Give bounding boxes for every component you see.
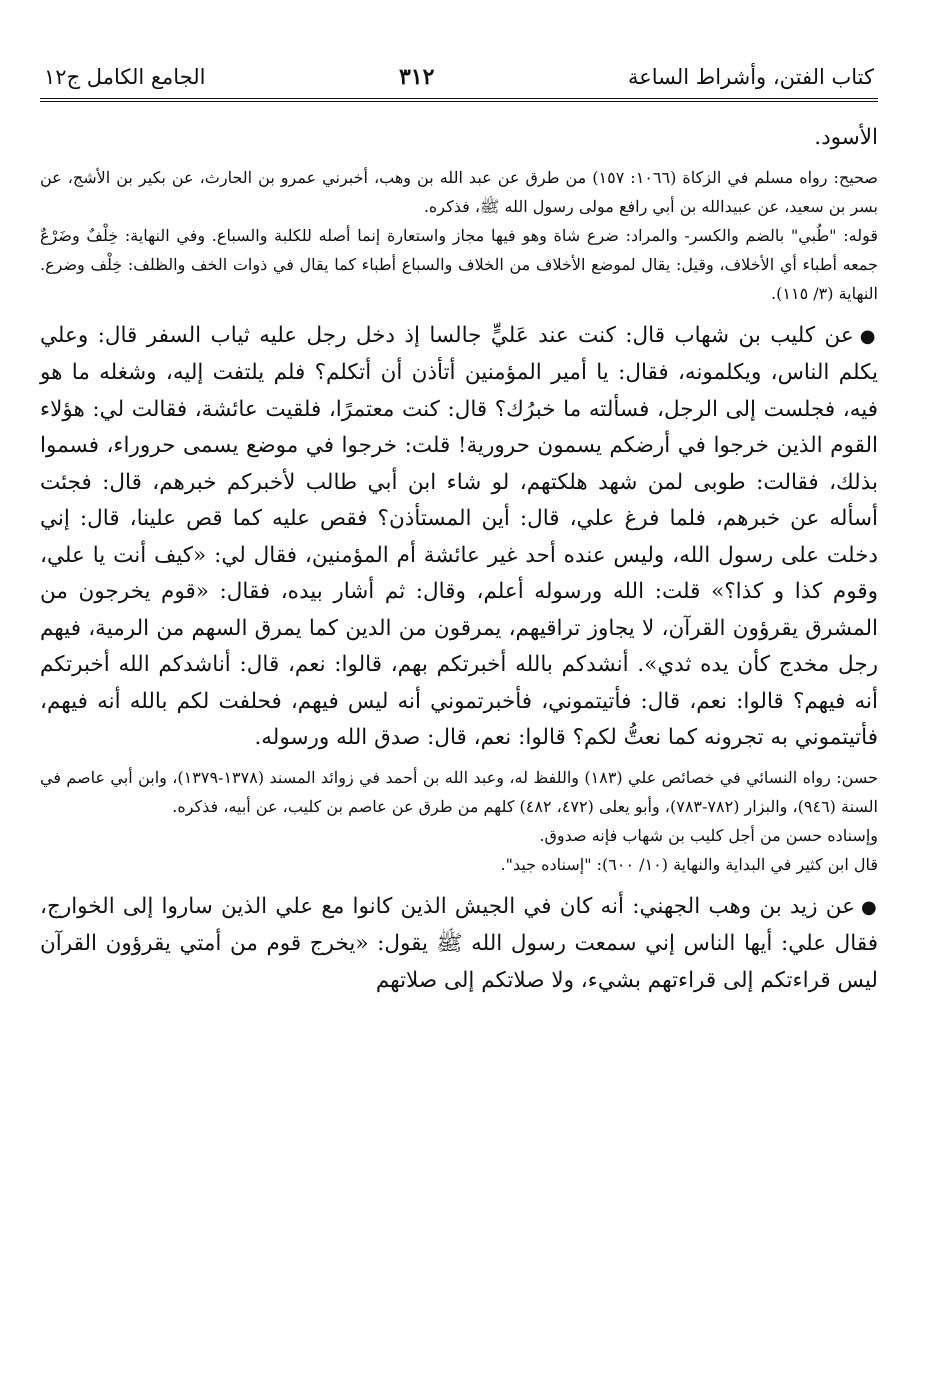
footnote-paragraph: قوله: "طُبي" بالضم والكسر- والمراد: ضرع شاة وهو فيها مجاز واستعارة إنما أصله للكلبة والسباع. وفي النهاية: خِلْفٌ وضَرْعٌ جمعه أطباء أي الأخلاف، وقيل: يقال لموضع الأخلاف من الخلاف والسباع أطباء كما يقال في ذوات الخف والظلف: خِلْف وضرع. النهاية (٣/ ١١٥). (40, 225, 879, 303)
page-number: ٣١٢ (398, 64, 435, 90)
footnote-paragraph: قال ابن كثير في البداية والنهاية (١٠/ ٦٠٠): "إسناده جيد". (500, 854, 878, 874)
page-body (40, 120, 878, 999)
running-header (40, 60, 878, 94)
header-rule (40, 98, 878, 102)
hadith-paragraph (40, 889, 878, 1000)
footnote-block (40, 163, 878, 308)
bullet-icon: ● (859, 325, 878, 347)
footnote-paragraph: حسن: رواه النسائي في خصائص علي (١٨٣) واللفظ له، وعبد الله بن أحمد في زوائد المسند (١٣٧٨-١٣٧٩)، وابن أبي عاصم في السنة (٩٤٦)، والبزار (٧٨٢-٧٨٣)، وأبو يعلى (٤٧٢، ٤٨٢) كلهم من طرق عن عاصم بن كليب، عن أبيه، فذكره. (40, 767, 879, 816)
hadith-paragraph (40, 318, 878, 757)
hadith-text: عن كليب بن شهاب قال: كنت عند عَليٍّ جالسا إذ دخل رجل عليه ثياب السفر قال: وعلي يكلم الناس، ويكلمونه، فقال: يا أمير المؤمنين أتأذن أن أتكلم؟ فلم يلتفت إليه، وشغله ما هو فيه، فجلست إلى الرجل، فسألته ما خبرُك؟ قال: كنت معتمرًا، فلقيت عائشة، فقالت لي: هؤلاء القوم الذين خرجوا في أرضكم يسمون حرورية! قلت: خرجوا في موضع يسمى حروراء، فسموا بذلك، فقالت: طوبى لمن شهد هلكتهم، لو شاء ابن أبي طالب لأخبركم خبرهم، قال: فجئت أسأله عن خبرهم، فلما فرغ علي، قال: أين المستأذن؟ فقص عليه كما قص علينا، قال: إني دخلت على رسول الله، وليس عنده أحد غير عائشة أم المؤمنين، فقال لي: «كيف أنت يا علي، وقوم كذا و كذا؟» قلت: الله ورسوله أعلم، وقال: ثم أشار بيده، فقال: «قوم يخرجون من المشرق يقرؤون القرآن، لا يجاوز تراقيهم، يمرقون من الدين كما يمرق السهم من الرمية، فيهم رجل مخدج كأن يده ثدي». أنشدكم بالله أخبرتكم بهم، قالوا: نعم، قال: أناشدكم الله أخبرتكم أنه فيهم؟ قالوا: نعم، قال: فأتيتموني، فأخبرتموني أنه ليس فيهم، فحلفت لكم بالله أنه فيهم، فأتيتموني به تجرونه كما نعتُّ لكم؟ قالوا: نعم، قال: صدق الله ورسوله. (40, 322, 878, 750)
book-page (40, 60, 878, 999)
hadith-text: عن زيد بن وهب الجهني: أنه كان في الجيش الذين كانوا مع علي الذين ساروا إلى الخوارج، فقال علي: أيها الناس إني سمعت رسول الله ﷺ يقول: «يخرج قوم من أمتي يقرؤون القرآن ليس قراءتكم إلى قراءتهم بشيء، ولا صلاتكم إلى صلاتهم (40, 893, 878, 993)
book-title: الجامع الكامل ج١٢ (44, 65, 206, 89)
footnote-paragraph: وإسناده حسن من أجل كليب بن شهاب فإنه صدوق. (539, 825, 878, 845)
continued-text: الأسود. (814, 125, 878, 150)
chapter-title: كتاب الفتن، وأشراط الساعة (627, 65, 874, 89)
footnote-block (40, 763, 878, 879)
bullet-icon: ● (860, 896, 878, 918)
footnote-paragraph: صحيح: رواه مسلم في الزكاة (١٠٦٦: ١٥٧) من طرق عن عبد الله بن وهب، أخبرني عمرو بن الحارث، عن بكير بن الأشج، عن بسر بن سعيد، عن عبيدالله بن أبي رافع مولى رسول الله ﷺ، فذكره. (40, 167, 878, 216)
